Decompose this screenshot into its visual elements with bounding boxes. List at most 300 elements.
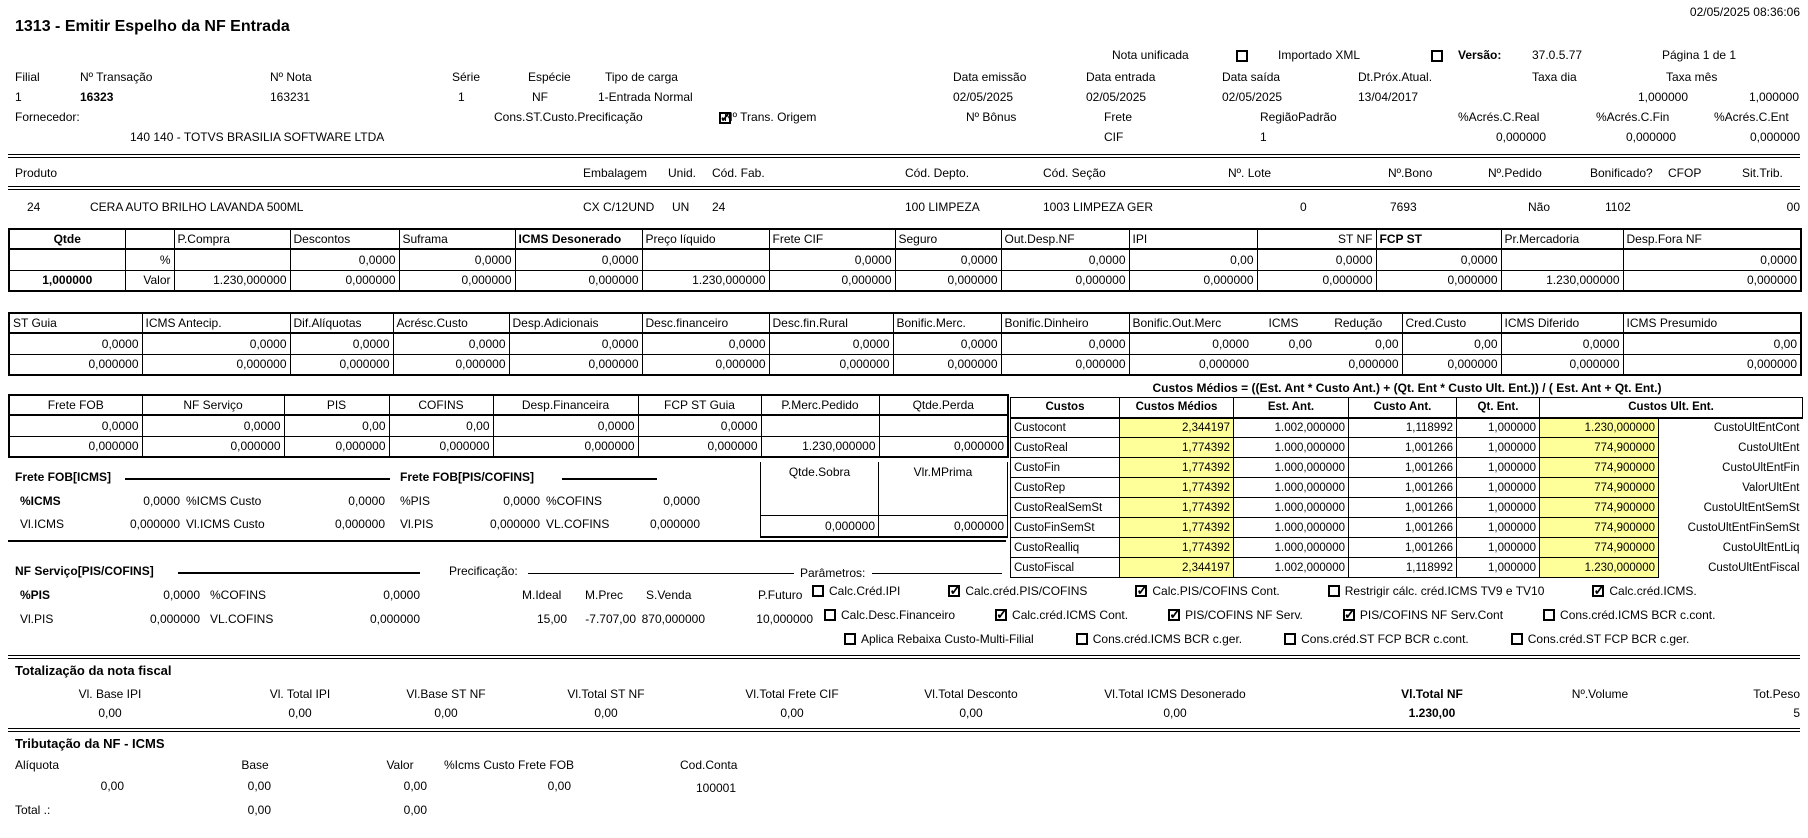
custo-nome: CustoFin — [1011, 458, 1120, 478]
nota-unificada-checkbox[interactable] — [1236, 50, 1248, 62]
table-cell: Desc.financeiro — [642, 313, 769, 333]
param-label: Restrigir cálc. créd.ICMS TV9 e TV10 — [1344, 584, 1545, 598]
param-checkbox[interactable] — [824, 609, 836, 621]
divider — [125, 478, 390, 480]
table-cell: 0,000000 — [1402, 354, 1501, 375]
table-cell: 0,00 — [1623, 333, 1801, 354]
page-title: 1313 - Emitir Espelho da NF Entrada — [15, 18, 290, 35]
transacao-value: 16323 — [80, 90, 114, 104]
table-cell: 0,0000 — [638, 415, 761, 436]
table-cell — [642, 249, 769, 270]
total-col — [881, 688, 1061, 720]
table-cell: 0,000000 — [515, 270, 642, 291]
param-checkbox[interactable] — [1135, 585, 1147, 597]
divider — [8, 728, 1800, 732]
total-value: 0,00 — [594, 706, 618, 720]
table-cell: 0,0000 — [1001, 333, 1129, 354]
param-label: Calc.créd.ICMS Cont. — [1012, 608, 1129, 622]
table-cell: 0,00 — [1252, 333, 1315, 354]
param-option — [1328, 584, 1545, 598]
table-cell: 0,000000 — [1001, 354, 1129, 375]
parametros-line-1 — [812, 584, 1697, 598]
valores-pct-row — [9, 249, 1801, 270]
param-label: Calc.PIS/COFINS Cont. — [1152, 584, 1280, 598]
custos-ult-ent-col-header: Custos Ult. Ent. — [1540, 398, 1803, 418]
precificacao-title: Precificação: — [449, 564, 518, 578]
importado-xml-label: Importado XML — [1278, 48, 1361, 62]
custo-nome: CustoRealliq — [1011, 538, 1120, 558]
custo-ant: 1,001266 — [1349, 458, 1457, 478]
custo-medio: 2,344197 — [1120, 558, 1234, 578]
total-label: Vl. Total IPI — [269, 687, 331, 701]
acres-ent-label: %Acrés.C.Ent — [1714, 110, 1789, 124]
total-value: 0,00 — [780, 706, 804, 720]
tributacao-title: Tributação da NF - ICMS — [15, 736, 165, 751]
param-option — [995, 608, 1128, 622]
custo-ult-ent: 774,900000 — [1540, 538, 1659, 558]
param-checkbox[interactable] — [844, 633, 856, 645]
custos-row — [1011, 518, 1803, 538]
lote-col-header: Nº. Lote — [1228, 166, 1272, 180]
param-checkbox[interactable] — [1284, 633, 1296, 645]
total-col — [1045, 688, 1305, 720]
custo-ult-ent: 774,900000 — [1540, 478, 1659, 498]
data-entrada-value: 02/05/2025 — [1086, 90, 1147, 104]
table-cell — [125, 229, 174, 249]
custos-rows — [1011, 418, 1803, 578]
divider — [778, 573, 794, 574]
vl-pis-fob-label: Vl.PIS — [400, 517, 434, 531]
table-cell: ST NF — [1257, 229, 1376, 249]
param-checkbox[interactable] — [1328, 585, 1340, 597]
param-label: Cons.créd.ICMS BCR c.ger. — [1092, 632, 1243, 646]
custo-nome: CustoRealSemSt — [1011, 498, 1120, 518]
data-emissao-label: Data emissão — [953, 70, 1027, 84]
table-cell: 0,000000 — [509, 354, 642, 375]
table-cell: 0,0000 — [769, 333, 893, 354]
custo-ant: 1,001266 — [1349, 498, 1457, 518]
pct-cofins-serv-value: 0,0000 — [383, 588, 420, 602]
custo-medio: 1,774392 — [1120, 478, 1234, 498]
param-checkbox[interactable] — [812, 585, 824, 597]
parametros-line-3 — [844, 632, 1689, 646]
custo-ult-ent-label: CustoUltEntFin — [1659, 458, 1803, 478]
custo-ult-ent-label: ValorUltEnt — [1659, 478, 1803, 498]
qt-ent: 1,000000 — [1457, 538, 1540, 558]
qt-ent: 1,000000 — [1457, 558, 1540, 578]
produto-cod-secao: 1003 LIMPEZA GER — [1043, 200, 1154, 214]
icms-custo-fob-value: 0,00 — [547, 779, 571, 793]
page-number: Página 1 de 1 — [1662, 48, 1737, 62]
custo-ult-ent-label: CustoUltEntCont — [1659, 418, 1803, 438]
pct-pis-fob-label: %PIS — [400, 494, 431, 508]
param-checkbox[interactable] — [995, 609, 1007, 621]
s-venda-label: S.Venda — [646, 588, 692, 602]
table-cell: ICMS Diferido — [1501, 313, 1623, 333]
qt-ent: 1,000000 — [1457, 438, 1540, 458]
table-cell: 0,000000 — [893, 354, 1001, 375]
param-label: Cons.créd.ICMS BCR c.cont. — [1560, 608, 1716, 622]
vl-pis-serv-value: 0,000000 — [149, 612, 200, 626]
table-cell: Cred.Custo — [1402, 313, 1501, 333]
p-futuro-value: 10,000000 — [756, 612, 813, 626]
total-label: Vl.Total Frete CIF — [745, 687, 839, 701]
trans-origem-label: Nº Trans. Origem — [724, 110, 817, 124]
total-col — [230, 688, 370, 720]
produto-codigo: 24 — [27, 200, 41, 214]
divider — [528, 573, 780, 574]
table-cell: 0,0000 — [1376, 249, 1501, 270]
parametros-line-2 — [824, 608, 1715, 622]
totalizacao-title: Totalização da nota fiscal — [15, 663, 172, 678]
m-ideal-value: 15,00 — [536, 612, 567, 626]
vlr-mprima-value: 0,000000 — [879, 515, 1008, 537]
custo-ult-ent: 1.230,000000 — [1540, 558, 1659, 578]
frete-pct-row — [9, 415, 1008, 436]
cod-fab-col-header: Cód. Fab. — [712, 166, 765, 180]
nota-value: 163231 — [270, 90, 311, 104]
custo-nome: CustoFiscal — [1011, 558, 1120, 578]
total-label: Vl.Total ICMS Desonerado — [1104, 687, 1246, 701]
table-cell: COFINS — [389, 395, 493, 415]
param-option — [1135, 584, 1279, 598]
total-col — [1540, 688, 1660, 707]
produto-bonificado: Não — [1528, 200, 1551, 214]
custos-col-header: Custos — [1011, 398, 1120, 418]
custo-medio: 1,774392 — [1120, 518, 1234, 538]
table-cell: 0,00 — [284, 415, 389, 436]
dt-prox-atual-label: Dt.Próx.Atual. — [1358, 70, 1433, 84]
serie-value: 1 — [458, 90, 465, 104]
table-cell: Acrésc.Custo — [393, 313, 509, 333]
table-cell — [174, 249, 290, 270]
total-value: 0,00 — [434, 706, 458, 720]
table-cell: 0,000000 — [290, 354, 393, 375]
produto-cod-fab: 24 — [712, 200, 726, 214]
table-cell: P.Merc.Pedido — [761, 395, 879, 415]
table-cell: 0,000000 — [642, 354, 769, 375]
frete-header-row — [9, 395, 1008, 415]
vl-icms-custo-value: 0,000000 — [334, 517, 385, 531]
param-option — [1511, 632, 1690, 646]
param-option — [1543, 608, 1715, 622]
total-col — [1700, 688, 1800, 720]
total-label: Vl. Base IPI — [78, 687, 142, 701]
st-bonificacao-table — [8, 312, 1802, 376]
table-cell: 0,000000 — [1315, 354, 1402, 375]
produto-col-header: Produto — [15, 166, 58, 180]
custos-medios-col-header: Custos Médios — [1120, 398, 1234, 418]
cod-secao-col-header: Cód. Seção — [1043, 166, 1106, 180]
table-cell: 0,0000 — [509, 333, 642, 354]
table-cell: 0,0000 — [642, 333, 769, 354]
param-label: PIS/COFINS NF Serv.Cont — [1359, 608, 1504, 622]
table-cell: 0,0000 — [515, 249, 642, 270]
qt-ent: 1,000000 — [1457, 498, 1540, 518]
cfop-col-header: CFOP — [1668, 166, 1702, 180]
custo-medio: 1,774392 — [1120, 438, 1234, 458]
param-label: Calc.Desc.Financeiro — [841, 608, 956, 622]
table-cell: 0,000000 — [1129, 270, 1257, 291]
especie-label: Espécie — [528, 70, 571, 84]
custos-row — [1011, 478, 1803, 498]
table-cell: Preço líquido — [642, 229, 769, 249]
table-cell: FCP ST Guia — [638, 395, 761, 415]
table-cell: 0,0000 — [290, 333, 393, 354]
base-value: 0,00 — [247, 779, 271, 793]
table-cell: FCP ST — [1376, 229, 1501, 249]
param-checkbox[interactable] — [1592, 585, 1604, 597]
p-futuro-label: P.Futuro — [758, 588, 803, 602]
custos-medios-formula: Custos Médios = ((Est. Ant * Custo Ant.) + (Qt. Ent * Custo Ult. Ent.)) / ( Est. Ant + Qt. Ent.) — [1152, 381, 1662, 395]
table-cell: Bonific.Merc. — [893, 313, 1001, 333]
table-cell: 0,000000 — [389, 436, 493, 457]
dt-prox-atual-value: 13/04/2017 — [1358, 90, 1419, 104]
qtde-sobra-value: 0,000000 — [761, 515, 879, 537]
table-cell: 0,000000 — [9, 436, 142, 457]
param-option — [1076, 632, 1242, 646]
m-prec-label: M.Prec — [585, 588, 624, 602]
param-label: PIS/COFINS NF Serv. — [1185, 608, 1303, 622]
parametros-title: Parâmetros: — [800, 566, 866, 580]
custo-nome: Custocont — [1011, 418, 1120, 438]
param-label: Calc.Créd.IPI — [829, 584, 901, 598]
total-value: 5 — [1793, 706, 1800, 720]
est-ant-col-header: Est. Ant. — [1234, 398, 1349, 418]
divider — [8, 540, 1006, 542]
pedido-col-header: Nº.Pedido — [1488, 166, 1542, 180]
table-cell: Bonific.Out.Merc — [1129, 313, 1252, 333]
table-cell: Redução — [1315, 313, 1402, 333]
vlr-mprima-header: Vlr.MPrima — [879, 462, 1008, 482]
custo-ant: 1,001266 — [1349, 478, 1457, 498]
param-label: Calc.créd.PIS/COFINS — [965, 584, 1088, 598]
table-cell: 0,0000 — [895, 249, 1001, 270]
custo-nome: CustoFinSemSt — [1011, 518, 1120, 538]
param-option — [844, 632, 1034, 646]
est-ant: 1.000,000000 — [1234, 458, 1349, 478]
qt-ent: 1,000000 — [1457, 458, 1540, 478]
param-option — [948, 584, 1087, 598]
total-col — [371, 688, 521, 720]
custo-medio: 1,774392 — [1120, 498, 1234, 518]
st-header-row — [9, 313, 1801, 333]
pct-icms-label: %ICMS — [20, 494, 61, 508]
divider — [8, 186, 1800, 190]
table-cell: Dif.Alíquotas — [290, 313, 393, 333]
vl-icms-value: 0,000000 — [129, 517, 180, 531]
total-nf-col — [1357, 688, 1507, 720]
divider — [562, 478, 657, 480]
importado-xml-checkbox[interactable] — [1431, 50, 1443, 62]
table-cell — [1252, 354, 1315, 375]
table-cell — [761, 482, 879, 515]
param-option — [812, 584, 900, 598]
table-cell: Suframa — [399, 229, 515, 249]
table-cell: 0,000000 — [879, 436, 1008, 457]
table-cell: 0,000000 — [1001, 270, 1129, 291]
filial-value: 1 — [15, 90, 22, 104]
produto-bono: 0 — [1300, 200, 1307, 214]
custo-ult-ent: 774,900000 — [1540, 458, 1659, 478]
param-checkbox[interactable] — [948, 585, 960, 597]
nota-unificada-label: Nota unificada — [1112, 48, 1189, 62]
custo-ult-ent: 1.230,000000 — [1540, 418, 1659, 438]
tipo-carga-label: Tipo de carga — [605, 70, 678, 84]
est-ant: 1.002,000000 — [1234, 418, 1349, 438]
custos-row — [1011, 538, 1803, 558]
est-ant: 1.002,000000 — [1234, 558, 1349, 578]
qt-ent: 1,000000 — [1457, 478, 1540, 498]
table-cell: 0,000000 — [284, 436, 389, 457]
table-cell: 0,0000 — [769, 249, 895, 270]
serie-label: Série — [452, 70, 481, 84]
table-cell: 0,0000 — [9, 415, 142, 436]
unid-col-header: Unid. — [668, 166, 697, 180]
vl-cofins-fob-value: 0,000000 — [649, 517, 700, 531]
table-cell: 0,000000 — [1376, 270, 1501, 291]
cod-conta-header: Cod.Conta — [680, 758, 738, 772]
embalagem-col-header: Embalagem — [583, 166, 648, 180]
table-cell: 1.230,000000 — [1501, 270, 1623, 291]
qtde-sobra-header: Qtde.Sobra — [761, 462, 879, 482]
taxa-mes-label: Taxa mês — [1666, 70, 1718, 84]
table-cell: 0,000000 — [142, 436, 284, 457]
table-cell: 0,000000 — [1129, 354, 1252, 375]
param-checkbox[interactable] — [1511, 633, 1523, 645]
table-cell: Qtde.Perda — [879, 395, 1008, 415]
table-cell: 0,000000 — [142, 354, 290, 375]
table-cell: 0,000000 — [1623, 354, 1801, 375]
custo-medio: 2,344197 — [1120, 418, 1234, 438]
valores-nf-table — [8, 228, 1802, 292]
fornecedor-value: 140 140 - TOTVS BRASILIA SOFTWARE LTDA — [130, 130, 385, 144]
table-cell: 0,000000 — [1257, 270, 1376, 291]
valores-header-row — [9, 229, 1801, 249]
s-venda-value: 870,000000 — [641, 612, 705, 626]
table-cell: 1.230,000000 — [761, 436, 879, 457]
custo-ant: 1,001266 — [1349, 538, 1457, 558]
param-checkbox[interactable] — [1343, 609, 1355, 621]
pct-cofins-fob-value: 0,0000 — [663, 494, 700, 508]
table-cell: 0,000000 — [399, 270, 515, 291]
data-emissao-value: 02/05/2025 — [953, 90, 1014, 104]
table-cell: Valor — [125, 270, 174, 291]
qt-ent-col-header: Qt. Ent. — [1457, 398, 1540, 418]
table-cell: 0,000000 — [9, 354, 142, 375]
table-cell: 0,0000 — [393, 333, 509, 354]
cod-conta-value: 100001 — [695, 781, 737, 795]
param-checkbox[interactable] — [1076, 633, 1088, 645]
table-cell — [9, 249, 125, 270]
produto-descricao: CERA AUTO BRILHO LAVANDA 500ML — [90, 200, 304, 214]
report-datetime: 02/05/2025 08:36:06 — [1689, 5, 1800, 19]
table-cell: P.Compra — [174, 229, 290, 249]
taxa-dia-value: 1,000000 — [1637, 90, 1688, 104]
table-cell: 0,0000 — [290, 249, 399, 270]
divider — [8, 154, 1800, 158]
taxa-mes-value: 1,000000 — [1748, 90, 1799, 104]
total-label: Vl.Total ST NF — [567, 687, 645, 701]
table-cell — [761, 415, 879, 436]
sobra-mprima-table — [760, 462, 1008, 538]
m-prec-value: -7.707,00 — [585, 612, 636, 626]
table-cell: ICMS — [1252, 313, 1315, 333]
table-cell: Bonific.Dinheiro — [1001, 313, 1129, 333]
frete-value: CIF — [1104, 130, 1124, 144]
table-cell: 0,0000 — [9, 333, 142, 354]
custo-ult-ent-label: CustoUltEntFiscal — [1659, 558, 1803, 578]
nota-label: Nº Nota — [270, 70, 312, 84]
base-header: Base — [241, 758, 269, 772]
table-cell: Desp.Adicionais — [509, 313, 642, 333]
filial-label: Filial — [15, 70, 40, 84]
produto-sit-trib: 00 — [1786, 200, 1800, 214]
param-checkbox[interactable] — [1543, 609, 1555, 621]
produto-embalagem: CX C/12UND — [583, 200, 655, 214]
transacao-label: Nº Transação — [80, 70, 153, 84]
table-cell: 0,0000 — [142, 333, 290, 354]
param-label: Cons.créd.ST FCP BCR c.cont. — [1301, 632, 1469, 646]
est-ant: 1.000,000000 — [1234, 438, 1349, 458]
regiao-value: 1 — [1260, 130, 1267, 144]
table-cell: 0,0000 — [1001, 249, 1129, 270]
table-cell: Desp.Financeira — [493, 395, 638, 415]
table-cell: 0,0000 — [893, 333, 1001, 354]
total-value: 0,00 — [1163, 706, 1187, 720]
aliquota-value: 0,00 — [100, 779, 124, 793]
frete-fob-piscofins-title: Frete FOB[PIS/COFINS] — [400, 470, 535, 484]
total-label: Vl.Total NF — [1401, 687, 1463, 701]
data-saida-label: Data saída — [1222, 70, 1281, 84]
valor-value: 0,00 — [403, 779, 427, 793]
total-value: 0,00 — [959, 706, 983, 720]
divider — [8, 655, 1800, 659]
acres-fin-label: %Acrés.C.Fin — [1596, 110, 1670, 124]
produto-unid: UN — [672, 200, 690, 214]
table-cell: Pr.Mercadoria — [1501, 229, 1623, 249]
custo-ant: 1,118992 — [1349, 558, 1457, 578]
table-cell: 0,000000 — [769, 270, 895, 291]
pct-pis-serv-label: %PIS — [20, 588, 51, 602]
cod-depto-col-header: Cód. Depto. — [905, 166, 970, 180]
table-cell: 0,000000 — [638, 436, 761, 457]
table-cell: ICMS Desonerado — [515, 229, 642, 249]
icms-custo-fob-header: %Icms Custo Frete FOB — [444, 758, 575, 772]
vl-pis-fob-value: 0,000000 — [489, 517, 540, 531]
table-cell: 0,000000 — [1623, 270, 1801, 291]
total-nf-value: 1.230,00 — [1408, 706, 1456, 720]
param-option — [824, 608, 955, 622]
table-cell: % — [125, 249, 174, 270]
vl-icms-label: Vl.ICMS — [20, 517, 65, 531]
table-cell: Desc.fin.Rural — [769, 313, 893, 333]
st-valor-row — [9, 354, 1801, 375]
custo-ult-ent-label: CustoUltEntSemSt — [1659, 498, 1803, 518]
custos-row — [1011, 458, 1803, 478]
frete-impostos-table — [8, 394, 1009, 458]
param-option — [1592, 584, 1696, 598]
param-label: Cons.créd.ST FCP BCR c.ger. — [1527, 632, 1690, 646]
custo-ult-ent: 774,900000 — [1540, 498, 1659, 518]
nf-servico-title: NF Serviço[PIS/COFINS] — [15, 564, 154, 578]
table-cell: 1.230,000000 — [642, 270, 769, 291]
table-cell: Desp.Fora NF — [1623, 229, 1801, 249]
custo-ult-ent-label: CustoUltEnt — [1659, 438, 1803, 458]
est-ant: 1.000,000000 — [1234, 518, 1349, 538]
custo-ant: 1,001266 — [1349, 518, 1457, 538]
param-checkbox[interactable] — [1168, 609, 1180, 621]
